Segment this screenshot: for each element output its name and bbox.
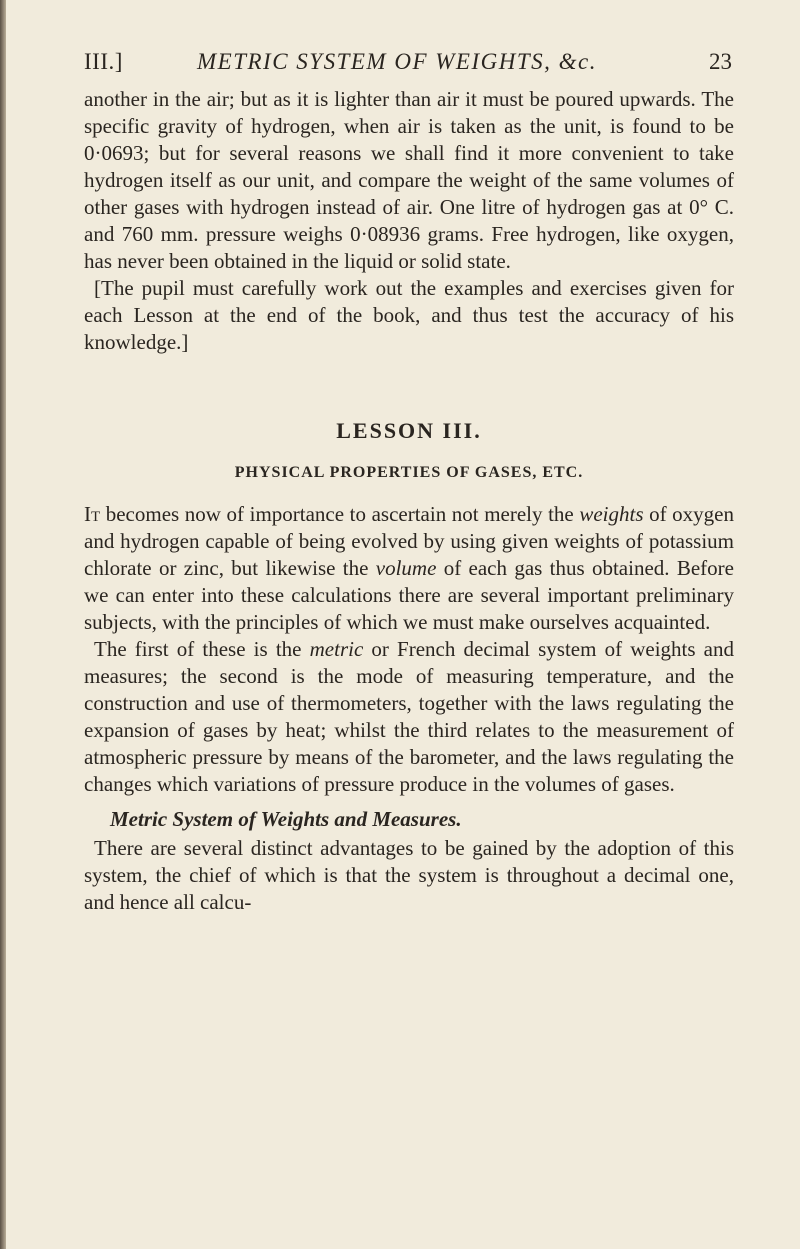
text-run: The first of these is the — [94, 637, 310, 661]
paragraph-pupil-note: [The pupil must carefully work out the examples and exercises given for each Lesson at the end of the book, and thus test the accuracy of his knowledge.] — [84, 276, 734, 354]
paragraph-metric-advantages: There are several distinct advantages to be gained by the adoption of this system, the chief of which is that the system is throughout a decimal one, and hence all calcu- — [84, 836, 734, 914]
text-run: of oxygen and hydrogen capable of being evolved by using given weights of potassium chlorate or zinc, but likewise the — [84, 502, 734, 580]
text-run: of each gas thus obtained. Before we can enter into these calculations there are several important preliminary subjects, with the principles of which we must make ourselves acquainted. — [84, 556, 734, 634]
page-number: 23 — [709, 49, 732, 74]
paragraph-subjects — [84, 636, 734, 798]
paragraph-lesson-intro — [84, 501, 734, 636]
text-run: becomes now of importance to ascertain not merely the — [100, 502, 580, 526]
chapter-number: III.] — [84, 49, 123, 74]
text-run: or French decimal system of weights and measures; the second is the mode of measuring temperature, and the construction and use of thermometers, together with the laws regulating the expansion of gases by heat; whilst the third relates to the measurement of atmospheric pressure by means of the barometer, and the laws regulating the changes which variations of pressure produce in the volumes of gases. — [84, 637, 735, 796]
book-page — [84, 44, 734, 916]
emphasis-weights: weights — [579, 502, 644, 526]
emphasis-volume: volume — [375, 556, 437, 580]
running-title: METRIC SYSTEM OF WEIGHTS, &c. — [197, 49, 597, 74]
section-heading-metric-system: Metric System of Weights and Measures. — [110, 807, 462, 831]
running-head — [84, 44, 734, 80]
lesson-title: LESSON III. — [336, 418, 482, 443]
lead-word: It — [84, 502, 101, 526]
lesson-subtitle: PHYSICAL PROPERTIES OF GASES, ETC. — [234, 464, 584, 481]
page-gutter-shadow — [0, 0, 6, 1249]
paragraph-hydrogen-gravity: another in the air; but as it is lighter than air it must be poured upwards. The specific gravity of hydrogen, when air is taken as the unit, is found to be 0·0693; but for several reasons we shall find it more convenient to take hydrogen itself as our unit, and compare the weight of the same volumes of other gases with hydrogen instead of air. One litre of hydrogen gas at 0° C. and 760 mm. pressure weighs 0·08936 grams. Free hydrogen, like oxygen, has never been obtained in the liquid or solid state. — [84, 87, 734, 273]
emphasis-metric: metric — [309, 637, 364, 661]
